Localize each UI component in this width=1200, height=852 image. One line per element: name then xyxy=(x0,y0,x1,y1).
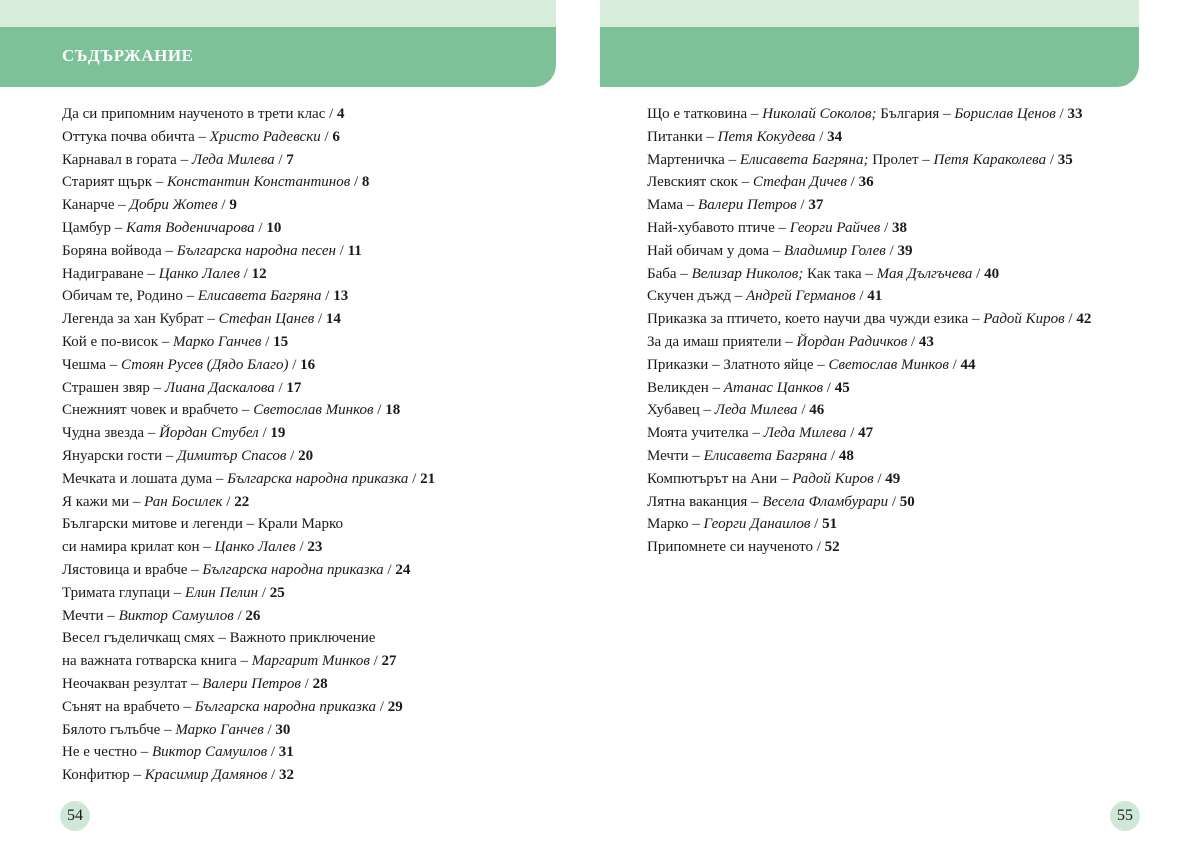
entry-text: / xyxy=(258,584,270,601)
entry-text: Януарски гости – xyxy=(62,447,178,464)
entry-text: / xyxy=(261,333,274,350)
entry-page-number: 7 xyxy=(286,151,294,168)
entry-author: Стефан Дичев xyxy=(752,174,847,191)
entry-author: Виктор Самуилов xyxy=(151,744,268,761)
contents-title: СЪДЪРЖАНИЕ xyxy=(62,46,194,65)
entry-page-number: 41 xyxy=(867,288,883,305)
toc-entry xyxy=(62,285,542,308)
entry-text: / xyxy=(267,744,279,761)
toc-entry xyxy=(62,764,542,787)
entry-author: Йордан Радичков xyxy=(796,333,908,350)
entry-text: Що е татковина – xyxy=(647,106,763,122)
entry-page-number: 18 xyxy=(385,402,401,419)
toc-entry xyxy=(62,719,542,742)
entry-text: Надиграване – xyxy=(62,265,159,282)
entry-text: / xyxy=(907,333,919,350)
toc-entry xyxy=(62,194,542,217)
entry-page-number: 24 xyxy=(395,561,411,578)
entry-text: / xyxy=(314,311,326,328)
entry-author: Елисавета Багряна; xyxy=(739,151,869,168)
entry-text: Цамбур – xyxy=(62,219,127,236)
entry-page-number: 38 xyxy=(891,219,907,236)
toc-entry xyxy=(62,422,542,445)
entry-page-number: 35 xyxy=(1057,151,1073,168)
toc-list-right xyxy=(647,103,1167,559)
toc-entry xyxy=(647,103,1167,126)
entry-page-number: 20 xyxy=(298,447,314,464)
toc-entry xyxy=(647,377,1167,400)
entry-text: / xyxy=(321,288,334,305)
entry-text: / xyxy=(263,721,276,738)
entry-text: Не е честно – xyxy=(62,744,152,761)
entry-text: / xyxy=(383,561,396,578)
entry-author: Константин Константинов xyxy=(167,174,351,191)
entry-text: / xyxy=(239,265,252,282)
entry-text: Великден – xyxy=(647,379,724,396)
entry-page-number: 27 xyxy=(381,653,397,670)
toc-entry xyxy=(647,285,1167,308)
entry-text: / xyxy=(258,425,271,442)
entry-text: Лятна ваканция – xyxy=(647,493,763,510)
entry-text: / xyxy=(815,128,828,145)
toc-entry xyxy=(647,536,1167,559)
entry-author: Елисавета Багряна xyxy=(197,288,322,305)
entry-author: Виктор Самуилов xyxy=(118,607,234,624)
entry-text: / xyxy=(855,288,868,305)
toc-entry xyxy=(62,513,542,536)
entry-text: Неочакван резултат – xyxy=(62,675,203,692)
entry-page-number: 23 xyxy=(307,539,323,556)
header-band-light xyxy=(600,0,1139,27)
entry-author: Радой Киров xyxy=(792,470,874,487)
entry-page-number: 52 xyxy=(824,539,840,556)
entry-text: Хубавец – xyxy=(647,402,715,419)
toc-entry xyxy=(647,513,1167,536)
entry-author: Атанас Цанков xyxy=(723,379,824,396)
toc-entry xyxy=(62,491,542,514)
entry-page-number: 46 xyxy=(809,402,825,419)
entry-text: Питанки – xyxy=(647,128,718,145)
toc-entry xyxy=(647,354,1167,377)
entry-text: Боряна войвода – xyxy=(62,242,177,259)
entry-author: Христо Радевски xyxy=(209,128,321,145)
entry-text: Скучен дъжд – xyxy=(647,288,746,305)
entry-text: Марко – xyxy=(647,516,704,533)
entry-author: Елин Пелин xyxy=(185,584,259,601)
entry-author: Маргарит Минков xyxy=(251,653,370,670)
entry-author: Весела Фламбурари xyxy=(762,493,889,510)
entry-text: / xyxy=(948,356,961,373)
entry-author: Марко Ганчев xyxy=(173,333,262,350)
toc-entry xyxy=(647,422,1167,445)
entry-text: / xyxy=(408,470,421,487)
entry-page-number: 28 xyxy=(312,675,328,692)
entry-page-number: 43 xyxy=(918,333,934,350)
entry-text: Приказка за птичето, което научи два чужди езика – xyxy=(647,311,984,328)
entry-text: / xyxy=(373,402,386,419)
toc-entry xyxy=(647,491,1167,514)
entry-text: / xyxy=(254,219,267,236)
entry-text: Канарче – xyxy=(62,197,130,214)
entry-page-number: 11 xyxy=(347,242,362,259)
entry-text: Обичам те, Родино – xyxy=(62,288,198,305)
entry-page-number: 30 xyxy=(275,721,291,738)
entry-page-number: 36 xyxy=(858,174,874,191)
toc-entry xyxy=(62,240,542,263)
entry-author: Мая Дългъчева xyxy=(876,265,973,282)
entry-text: Кой е по-висок – xyxy=(62,333,174,350)
entry-text: / xyxy=(846,174,859,191)
toc-entry xyxy=(62,171,542,194)
entry-text: / xyxy=(797,402,810,419)
entry-author: Борислав Ценов xyxy=(954,106,1056,122)
entry-text: Най обичам у дома – xyxy=(647,242,785,259)
toc-entry xyxy=(62,536,542,559)
toc-entry xyxy=(647,217,1167,240)
entry-author: Цанко Лалев xyxy=(158,265,240,282)
entry-author: Цанко Лалев xyxy=(214,539,296,556)
entry-page-number: 26 xyxy=(245,607,261,624)
entry-author: Леда Милева xyxy=(191,151,275,168)
entry-page-number: 4 xyxy=(337,106,345,122)
entry-author: Петя Караколева xyxy=(933,151,1047,168)
entry-page-number: 9 xyxy=(229,197,237,214)
entry-text: / xyxy=(1064,311,1077,328)
entry-page-number: 25 xyxy=(269,584,285,601)
entry-text: Мечти – xyxy=(647,447,704,464)
entry-page-number: 50 xyxy=(899,493,915,510)
entry-page-number: 17 xyxy=(286,379,302,396)
entry-author: Георги Данаилов xyxy=(703,516,811,533)
entry-text: / xyxy=(1055,106,1068,122)
entry-page-number: 12 xyxy=(251,265,267,282)
entry-text: / xyxy=(972,265,985,282)
toc-entry xyxy=(62,673,542,696)
entry-text: Баба – xyxy=(647,265,692,282)
toc-entry xyxy=(62,217,542,240)
entry-text: / xyxy=(233,607,246,624)
entry-text: Карнавал в гората – xyxy=(62,151,192,168)
entry-text: / xyxy=(274,151,287,168)
entry-page-number: 15 xyxy=(273,333,289,350)
entry-text: / xyxy=(267,767,279,784)
entry-author: Лиана Даскалова xyxy=(164,379,275,396)
entry-text: Левският скок – xyxy=(647,174,753,191)
entry-text: Чешма – xyxy=(62,356,122,373)
entry-page-number: 33 xyxy=(1067,106,1083,122)
entry-text: на важната готварска книга – xyxy=(62,653,252,670)
entry-author: Леда Милева xyxy=(714,402,798,419)
entry-text: Мама – xyxy=(647,197,699,214)
header-band-light xyxy=(0,0,556,27)
toc-entry xyxy=(647,468,1167,491)
entry-page-number: 47 xyxy=(858,425,874,442)
entry-text: / xyxy=(827,447,839,464)
entry-author: Валери Петров xyxy=(202,675,301,692)
entry-page-number: 19 xyxy=(270,425,286,442)
toc-entry xyxy=(647,194,1167,217)
toc-entry xyxy=(647,149,1167,172)
entry-page-number: 16 xyxy=(300,356,316,373)
entry-author: Леда Милева xyxy=(763,425,847,442)
toc-entry xyxy=(62,741,542,764)
entry-text: / xyxy=(369,653,382,670)
entry-author: Марко Ганчев xyxy=(175,721,264,738)
entry-author: Владимир Голев xyxy=(784,242,886,259)
entry-text: / xyxy=(823,379,835,396)
entry-text: Конфитюр – xyxy=(62,767,145,784)
toc-entry xyxy=(647,126,1167,149)
entry-page-number: 44 xyxy=(960,356,976,373)
entry-text: Весел гъделичкащ смях – Важното приключение xyxy=(62,630,376,647)
entry-author: Българска народна приказка xyxy=(194,698,377,715)
entry-page-number: 29 xyxy=(387,698,403,715)
entry-page-number: 32 xyxy=(278,767,294,784)
entry-text: / xyxy=(300,675,313,692)
entry-author: Велизар Николов; xyxy=(691,265,804,282)
toc-entry xyxy=(62,331,542,354)
toc-entry xyxy=(647,445,1167,468)
toc-entry xyxy=(647,240,1167,263)
entry-text: За да имаш приятели – xyxy=(647,333,797,350)
entry-text: Компютърът на Ани – xyxy=(647,470,793,487)
toc-entry xyxy=(62,126,542,149)
entry-text: Я кажи ми – xyxy=(62,493,145,510)
right-page xyxy=(600,0,1200,852)
entry-author: Светослав Минков xyxy=(253,402,374,419)
entry-text: си намира крилат кон – xyxy=(62,539,215,556)
entry-text: / xyxy=(288,356,301,373)
entry-text: Сънят на врабчето – xyxy=(62,698,195,715)
entry-page-number: 13 xyxy=(333,288,349,305)
toc-entry xyxy=(62,377,542,400)
entry-author: Петя Кокудева xyxy=(717,128,816,145)
toc-entry xyxy=(62,582,542,605)
entry-text: / xyxy=(376,698,388,715)
entry-text: Как така – xyxy=(803,265,877,282)
entry-text: / xyxy=(880,219,892,236)
entry-text: Да си припомним наученото в трети клас / xyxy=(62,106,338,122)
entry-author: Катя Воденичарова xyxy=(126,219,255,236)
page-number-left: 54 xyxy=(60,801,90,831)
entry-text: Лястовица и врабче – xyxy=(62,561,203,578)
toc-entry xyxy=(647,263,1167,286)
entry-text: / xyxy=(217,197,230,214)
entry-page-number: 6 xyxy=(332,128,340,145)
entry-author: Ран Босилек xyxy=(144,493,223,510)
entry-author: Българска народна песен xyxy=(176,242,336,259)
entry-text: Припомнете си наученото / xyxy=(647,539,825,556)
entry-author: Светослав Минков xyxy=(828,356,949,373)
entry-page-number: 42 xyxy=(1076,311,1092,328)
entry-text: / xyxy=(888,493,900,510)
entry-author: Българска народна приказка xyxy=(202,561,384,578)
entry-author: Елисавета Багряна xyxy=(703,447,828,464)
entry-text: Мартеничка – xyxy=(647,151,740,168)
toc-entry xyxy=(62,468,542,491)
entry-page-number: 40 xyxy=(984,265,1000,282)
entry-text: Легенда за хан Кубрат – xyxy=(62,311,219,328)
entry-page-number: 49 xyxy=(885,470,901,487)
entry-author: Димитър Спасов xyxy=(177,447,287,464)
entry-author: Красимир Дамянов xyxy=(144,767,268,784)
entry-author: Радой Киров xyxy=(983,311,1065,328)
entry-text: / xyxy=(222,493,235,510)
entry-author: Валери Петров xyxy=(698,197,797,214)
left-page xyxy=(0,0,556,852)
page-number-right: 55 xyxy=(1110,801,1140,831)
entry-text: Тримата глупаци – xyxy=(62,584,186,601)
entry-text: Бялото гълъбче – xyxy=(62,721,176,738)
entry-text: Снежният човек и врабчето – xyxy=(62,402,254,419)
entry-text: / xyxy=(1046,151,1058,168)
entry-text: Български митове и легенди – Крали Марко xyxy=(62,516,343,533)
toc-entry xyxy=(62,149,542,172)
entry-author: Българска народна приказка xyxy=(227,470,409,487)
entry-page-number: 45 xyxy=(834,379,850,396)
entry-page-number: 34 xyxy=(827,128,843,145)
entry-text: / xyxy=(350,174,362,191)
toc-entry xyxy=(62,559,542,582)
entry-text: Мечти – xyxy=(62,607,119,624)
entry-text: Моята учителка – xyxy=(647,425,764,442)
entry-page-number: 39 xyxy=(897,242,913,259)
entry-author: Добри Жотев xyxy=(129,197,218,214)
toc-entry xyxy=(62,308,542,331)
entry-text: / xyxy=(320,128,333,145)
entry-page-number: 22 xyxy=(234,493,250,510)
entry-author: Николай Соколов; xyxy=(762,106,877,122)
entry-text: Чудна звезда – xyxy=(62,425,160,442)
entry-text: / xyxy=(885,242,898,259)
entry-text: / xyxy=(335,242,348,259)
entry-page-number: 21 xyxy=(420,470,436,487)
entry-text: / xyxy=(295,539,308,556)
entry-page-number: 31 xyxy=(278,744,294,761)
entry-text: Приказки – Златното яйце – xyxy=(647,356,829,373)
entry-page-number: 8 xyxy=(361,174,370,191)
entry-text: / xyxy=(810,516,823,533)
toc-entry xyxy=(62,103,542,126)
entry-author: Георги Райчев xyxy=(789,219,881,236)
entry-text: Оттука почва обичта – xyxy=(62,128,210,145)
entry-page-number: 51 xyxy=(822,516,838,533)
entry-text: / xyxy=(286,447,299,464)
entry-page-number: 37 xyxy=(808,197,824,214)
entry-page-number: 48 xyxy=(838,447,854,464)
toc-entry xyxy=(62,650,542,673)
entry-text: Мечката и лошата дума – xyxy=(62,470,228,487)
toc-entry xyxy=(62,354,542,377)
entry-page-number: 14 xyxy=(325,311,341,328)
entry-text: Пролет – xyxy=(868,151,934,168)
entry-author: Андрей Германов xyxy=(745,288,856,305)
entry-text: / xyxy=(873,470,886,487)
entry-text: България – xyxy=(876,106,955,122)
toc-entry xyxy=(647,308,1167,331)
toc-entry xyxy=(647,171,1167,194)
entry-author: Стоян Русев (Дядо Благо) xyxy=(121,356,289,373)
toc-list-left xyxy=(62,103,542,787)
entry-text: Страшен звяр – xyxy=(62,379,165,396)
entry-author: Йордан Стубел xyxy=(159,425,259,442)
toc-entry xyxy=(62,627,542,650)
toc-entry xyxy=(62,696,542,719)
entry-text: Най-хубавото птиче – xyxy=(647,219,790,236)
entry-text: / xyxy=(846,425,859,442)
toc-entry xyxy=(62,399,542,422)
entry-text: / xyxy=(274,379,287,396)
toc-entry xyxy=(647,331,1167,354)
entry-text: / xyxy=(796,197,809,214)
toc-entry xyxy=(62,605,542,628)
toc-entry xyxy=(62,445,542,468)
toc-entry xyxy=(62,263,542,286)
entry-page-number: 10 xyxy=(266,219,282,236)
entry-text: Старият щърк – xyxy=(62,174,168,191)
header-band xyxy=(600,27,1139,87)
toc-entry xyxy=(647,399,1167,422)
entry-author: Стефан Цанев xyxy=(218,311,315,328)
